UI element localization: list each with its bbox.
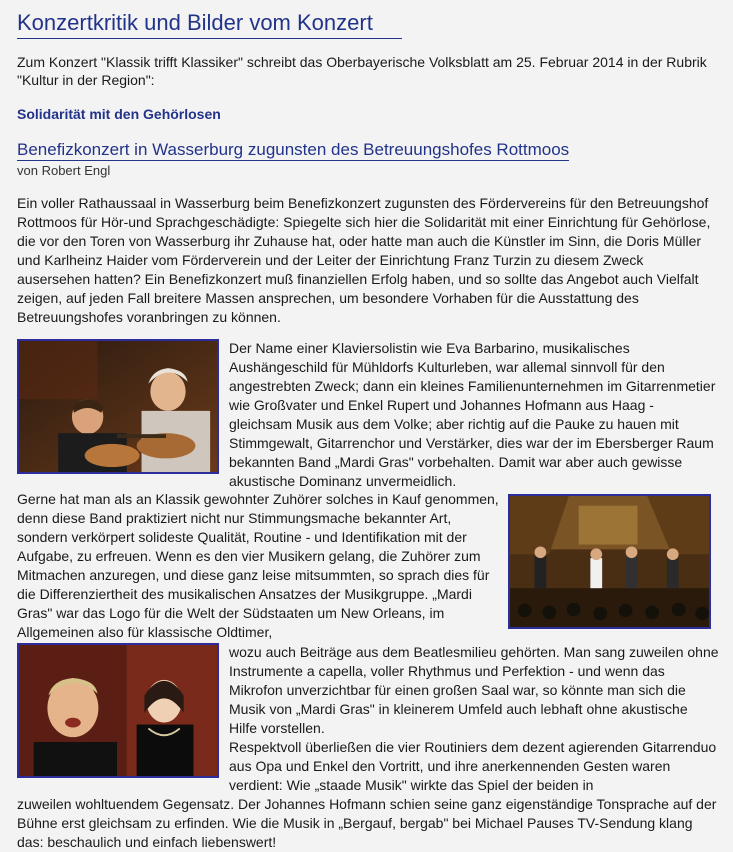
page-title: Konzertkritik und Bilder vom Konzert xyxy=(17,10,373,35)
article-paragraph-6: zuweilen wohltuendem Gegensatz. Der Johannes Hofmann schien seine ganz eigenständige Tonsprache auf der Bühne erst gleichsam zu erfinden. Wie die Musik in „Bergauf, bergab" bei Michael Pauses TV-Sendung klang das: beschaulich und einfach liebenswert! xyxy=(17,796,717,850)
photo-band-stage xyxy=(508,494,711,629)
article-headline: Benefizkonzert in Wasserburg zugunsten des Betreuungshofes Rottmoos xyxy=(17,140,570,159)
article-paragraph-2: Der Name einer Klaviersolistin wie Eva Barbarino, musikalisches Aushängeschild für Mühldorfs Kulturleben, war allemal sinnvoll für den angestrebten Zweck; dann ein kleines Familienunternehmen im Gitarrenmetier wie Großvater und Enkel Rupert und Johannes Hofmann aus Haag - gleichsam Musik aus dem Volke; aber richtig auf die Pauke zu hauen mit Stimmgewalt, Gitarrenchor und Verstärker, dies war der im Ebersberger Raum bekannten Band „Mardi Gras" vorbehalten. Damit war aber auch gewisse akustische Dominanz unvermeidlich. xyxy=(229,340,716,489)
photo-guitar-duo xyxy=(17,339,219,474)
subhead: Solidarität mit den Gehörlosen xyxy=(17,106,221,122)
article-author: von Robert Engl xyxy=(17,163,111,178)
intro-text: Zum Konzert "Klassik trifft Klassiker" schreibt das Oberbayerische Volksblatt am 25. Februar 2014 in der Rubrik "Kultur in der Region": xyxy=(17,54,707,88)
article-paragraph-3: Gerne hat man als an Klassik gewohnter Zuhörer solches in Kauf genommen, denn diese Band praktiziert nicht nur Stimmungsmache bekannter Art, sondern verkörpert solideste Qualität, Routine - und Identifikation mit der Aufgabe, zu erfreuen. Wenn es den vier Musikern gelang, die Zuhörer zum Mitmachen anzuregen, und diese ganz leise mitsummten, so sprach dies für die Differenziertheit des musikalischen Ansatzes der Musikgruppe. „Mardi Gras" war das Logo für die Welt der Südstaaten um New Orleans, im Allgemeinen also für klassische Oldtimer, xyxy=(17,491,499,640)
article-paragraph-4: wozu auch Beiträge aus dem Beatlesmilieu gehörten. Man sang zuweilen ohne Instrumente a capella, voller Rhythmus und Perfektion - und wenn das Mikrofon unverzichtbar für einen großen Saal war, so könnte man sich die Musik von „Mardi Gras" in kleinerem Umfeld auch lebhaft ohne akustische Hilfe vorstellen. xyxy=(229,644,719,736)
article-lede: Ein voller Rathaussaal in Wasserburg beim Benefizkonzert zugunsten des Fördervereins für den Betreuungshof Rottmoos für Hör-und Sprachgeschädigte: Spiegelte sich hier die Solidarität mit einer Einrichtung für Gehörlose, die vor den Toren von Wasserburg ihr Zuhause hat, oder hatte man auch die Künstler im Sinn, die Doris Müller und Karlheinz Haider vom Förderverein und der Leiter der Einrichtung Franz Turzin zu diesem Zweck ausersehen hatten? Ein Benefizkonzert muß finanziellen Erfolg haben, und so sollte das Angebot auch Vielfalt zeigen, auf jeden Fall breitere Massen ansprechen, um besondere Vorhaben für die Ausstattung des Betreuungshofes voranbringen zu können. xyxy=(17,195,711,325)
title-underline xyxy=(17,38,402,39)
article-paragraph-5: Respektvoll überließen die vier Routiniers dem dezent agierenden Gitarrenduo aus Opa und Enkel den Vortritt, und ihre anerkennenden Gesten waren verdient: Wie „staade Musik" wirkte das Spiel der beiden in xyxy=(229,739,717,793)
photo-singers xyxy=(17,643,219,778)
